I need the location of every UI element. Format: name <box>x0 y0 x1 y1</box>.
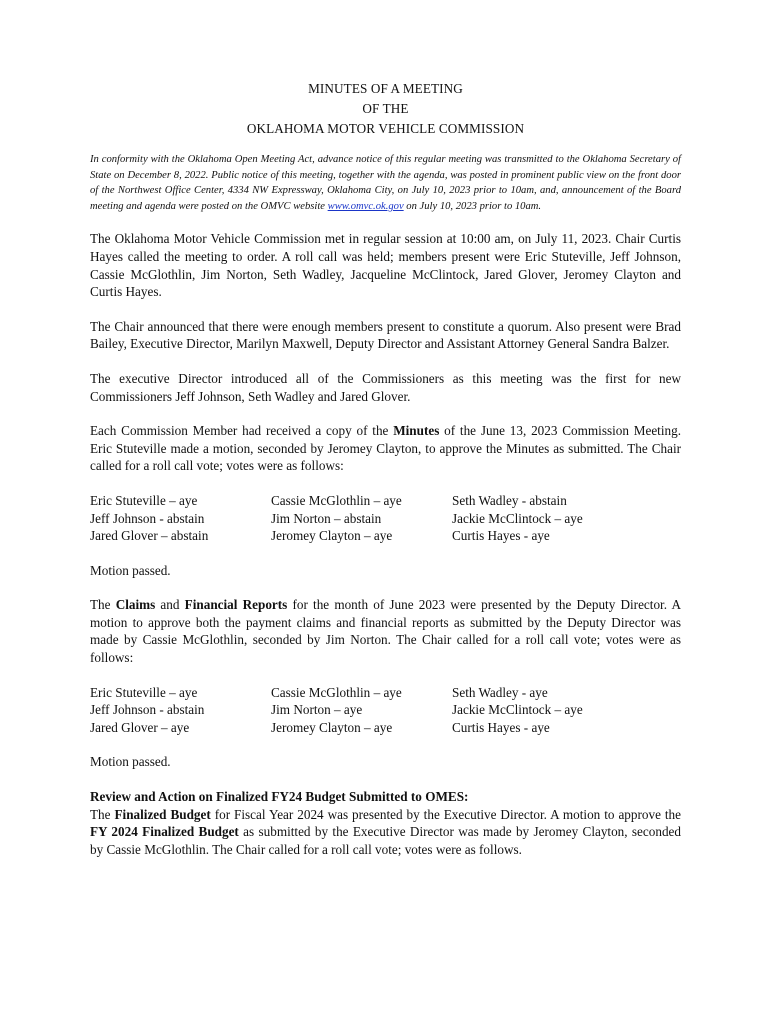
vote-entry: Eric Stuteville – aye <box>90 684 198 700</box>
vote-entry: Jim Norton – aye <box>271 702 363 718</box>
vote-entry: Seth Wadley - aye <box>452 684 548 700</box>
claims-bold: Claims <box>115 597 156 613</box>
claims-text-and: and <box>155 597 185 613</box>
open-meeting-notice <box>90 152 681 214</box>
minutes-text: Each Commission Member had received a copy of the <box>90 423 394 439</box>
vote-entry: Jared Glover – aye <box>90 719 190 735</box>
finalized-budget-bold: Finalized Budget <box>114 806 211 822</box>
vote-entry: Cassie McGlothlin – aye <box>271 684 402 700</box>
opening-paragraph: The Oklahoma Motor Vehicle Commission met in regular session at 10:00 am, on July 11, 2023. Chair Curtis Hayes called the meeting to order. A roll call was held; members present were Eric Stuteville, Jeff Johnson, Cassie McGlothlin, Jim Norton, Seth Wadley, Jacqueline McClintock, Jared Glover, Jeromey Clayton and Curtis Hayes. <box>90 231 681 300</box>
vote-column <box>90 684 271 737</box>
claims-vote-table <box>90 684 681 737</box>
vote-entry: Cassie McGlothlin – aye <box>271 492 402 508</box>
vote-entry: Jeff Johnson - abstain <box>90 702 205 718</box>
claims-paragraph <box>90 596 681 666</box>
quorum-paragraph: The Chair announced that there were enough members present to constitute a quorum. Also present were Brad Bailey, Executive Director, Marilyn Maxwell, Deputy Director and Assistant Attorney General Sandra Balzer. <box>90 318 681 352</box>
budget-paragraph <box>90 806 681 859</box>
vote-entry: Jeromey Clayton – aye <box>271 719 393 735</box>
title-line-2: OF THE <box>362 101 409 116</box>
vote-entry: Jim Norton – abstain <box>271 510 382 526</box>
financial-reports-bold: Financial Reports <box>184 597 288 613</box>
claims-text-end: for the month of June 2023 were presented by the Deputy Director. A motion to approve both the payment claims and financial reports as submitted by the Deputy Director was made by Cassie McGlothlin, seconded by Jim Norton. The Chair called for a roll call vote; votes were as follows: <box>90 597 681 666</box>
notice-text: In conformity with the Oklahoma Open Meeting Act, advance notice of this regular meeting was transmitted to the Oklahoma Secretary of State on December 8, 2022. Public notice of this meeting, together with the agenda, was posted in prominent public view on the front door of the Northwest Office Center, 4334 NW Expressway, Oklahoma City, on July 10, 2023 prior to 10am, and, announcement of the Board meeting and agenda were posted on the OMVC website <box>90 154 681 212</box>
minutes-text-end: of the June 13, 2023 Commission Meeting. Eric Stuteville made a motion, seconded by Jeromey Clayton, to approve the Minutes as submitted. The Chair called for a roll call vote; votes were as follows: <box>90 423 681 474</box>
budget-text-end: as submitted by the Executive Director was made by Jeromey Clayton, seconded by Cassie McGlothlin. The Chair called for a roll call vote; votes were as follows. <box>90 824 681 857</box>
motion-passed-2: Motion passed. <box>90 754 171 770</box>
document-page <box>90 79 681 858</box>
vote-column <box>90 492 271 545</box>
vote-entry: Jared Glover – abstain <box>90 528 209 544</box>
minutes-paragraph <box>90 422 681 475</box>
omvc-website-link[interactable]: www.omvc.ok.gov <box>327 200 404 212</box>
vote-entry: Seth Wadley - abstain <box>452 492 567 508</box>
budget-text-mid: for Fiscal Year 2024 was presented by the Executive Director. A motion to approve the <box>210 806 681 822</box>
vote-entry: Jeff Johnson - abstain <box>90 510 205 526</box>
minutes-vote-table <box>90 492 681 545</box>
vote-entry: Eric Stuteville – aye <box>90 492 198 508</box>
vote-column <box>271 492 452 545</box>
budget-text: The <box>90 806 115 822</box>
vote-entry: Curtis Hayes - aye <box>452 528 550 544</box>
document-title <box>90 79 681 139</box>
fy2024-budget-bold: FY 2024 Finalized Budget <box>90 824 239 840</box>
budget-heading: Review and Action on Finalized FY24 Budget Submitted to OMES: <box>90 789 469 805</box>
vote-entry: Jeromey Clayton – aye <box>271 528 393 544</box>
vote-entry: Jackie McClintock – aye <box>452 702 583 718</box>
introductions-paragraph: The executive Director introduced all of the Commissioners as this meeting was the first for new Commissioners Jeff Johnson, Seth Wadley and Jared Glover. <box>90 370 681 404</box>
minutes-bold: Minutes <box>393 423 440 439</box>
title-line-1: MINUTES OF A MEETING <box>308 81 463 96</box>
vote-entry: Jackie McClintock – aye <box>452 510 583 526</box>
vote-column <box>271 684 452 737</box>
claims-text: The <box>90 597 116 613</box>
notice-text-end: on July 10, 2023 prior to 10am. <box>403 200 542 212</box>
motion-passed-1: Motion passed. <box>90 562 171 578</box>
title-line-3: OKLAHOMA MOTOR VEHICLE COMMISSION <box>246 121 525 136</box>
vote-entry: Curtis Hayes - aye <box>452 719 550 735</box>
vote-column <box>452 684 681 737</box>
vote-column <box>452 492 681 545</box>
